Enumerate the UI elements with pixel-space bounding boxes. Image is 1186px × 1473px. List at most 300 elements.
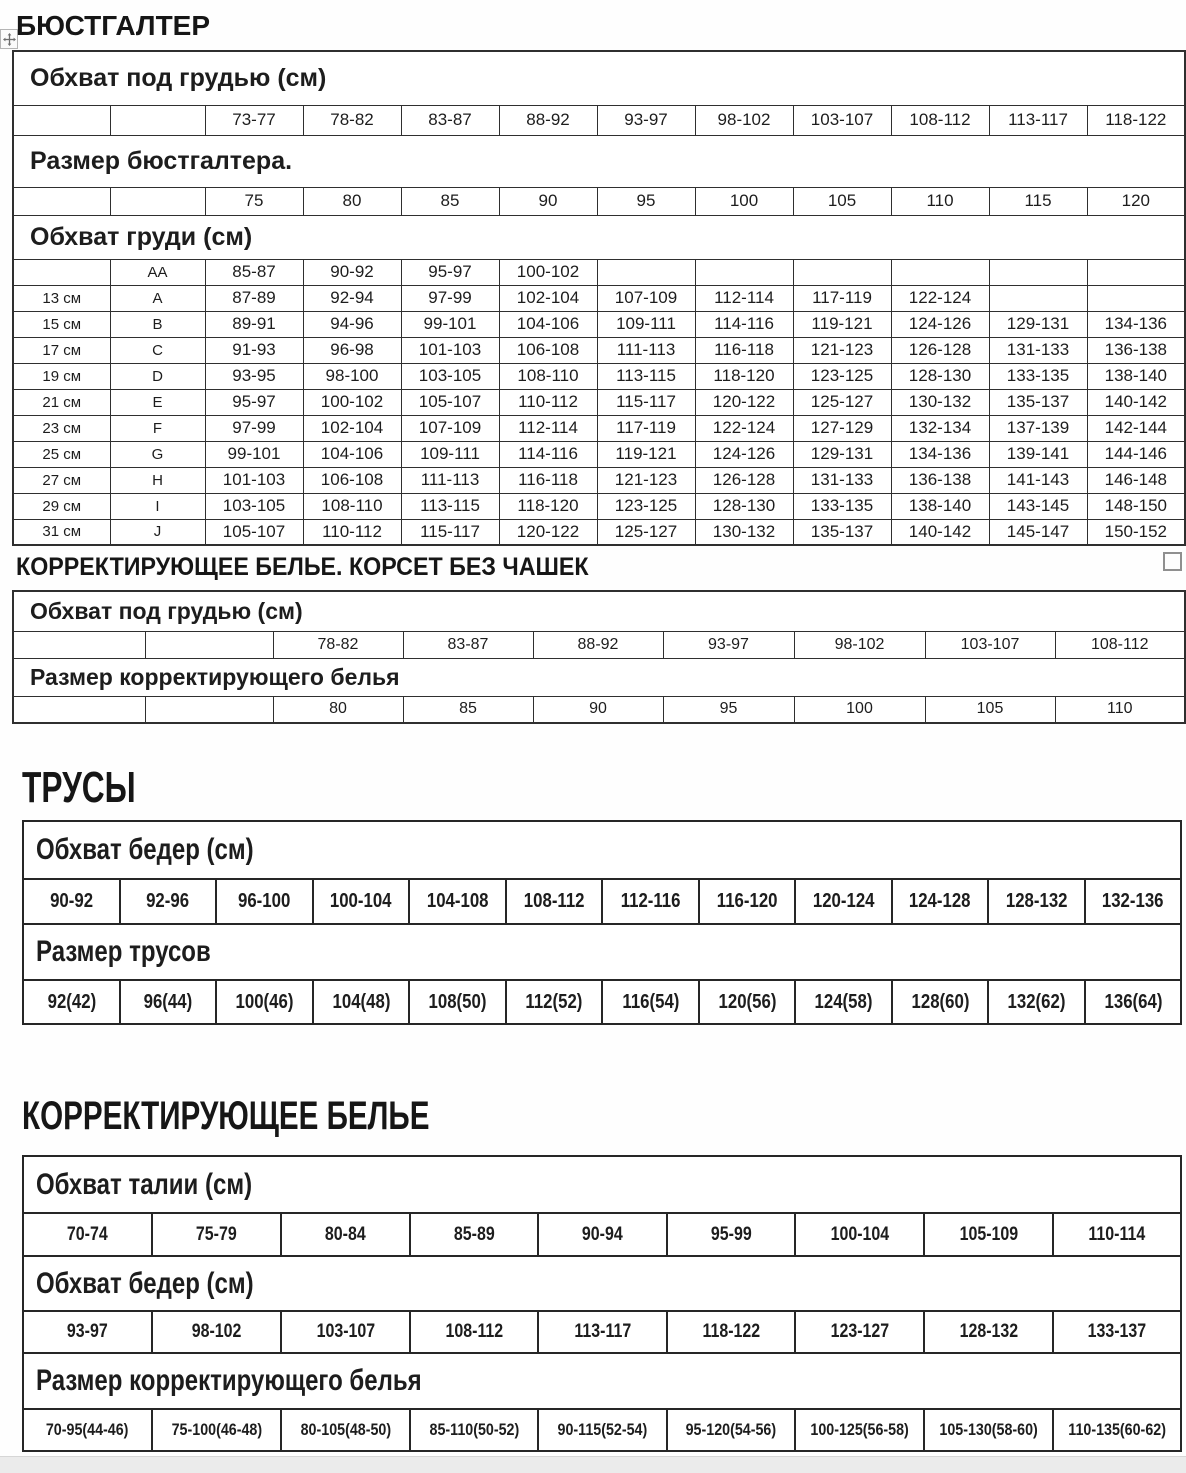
bust-range-cell: 128-130 — [695, 493, 793, 519]
shapewear-size-table — [22, 1155, 1182, 1452]
bust-range-cell: 119-121 — [793, 311, 891, 337]
underbust-range-cell: 93-97 — [597, 105, 695, 135]
cell-text: 128-132 — [959, 1321, 1018, 1342]
bust-range-cell: 113-115 — [597, 363, 695, 389]
bust-range-cell: 127-129 — [793, 415, 891, 441]
waist-range-cell — [23, 1213, 152, 1256]
underbust-range-cell: 78-82 — [273, 631, 403, 658]
panties-size-cell — [795, 980, 892, 1024]
bra-size-cell: 95 — [597, 187, 695, 215]
cell-text: 108-112 — [445, 1321, 503, 1342]
cell-text: 120-124 — [812, 890, 875, 912]
cup-height-cell: 17 см — [13, 337, 110, 363]
table-cell — [110, 187, 205, 215]
bust-range-cell: 132-134 — [891, 415, 989, 441]
bust-range-cell: 105-107 — [401, 389, 499, 415]
shapewear-size-cell — [410, 1409, 538, 1451]
cup-letter-cell: A — [110, 285, 205, 311]
bust-range-cell: 117-119 — [597, 415, 695, 441]
hip-range-cell — [699, 879, 795, 924]
bust-range-cell: 131-133 — [989, 337, 1087, 363]
cell-text: 105-130(58-60) — [939, 1420, 1038, 1439]
cell-text: 70-74 — [67, 1223, 108, 1245]
bust-range-cell: 120-122 — [695, 389, 793, 415]
bra-size-cell: 120 — [1087, 187, 1185, 215]
bust-range-cell: 122-124 — [891, 285, 989, 311]
panties-size-cell — [892, 980, 988, 1024]
bust-range-cell: 128-130 — [891, 363, 989, 389]
bust-range-cell: 135-137 — [793, 519, 891, 545]
cell-text: 75-100(46-48) — [171, 1420, 262, 1439]
bust-range-cell: 121-123 — [793, 337, 891, 363]
bust-range-cell: 107-109 — [401, 415, 499, 441]
hip-range-cell — [23, 879, 120, 924]
cell-text: 75-79 — [196, 1223, 237, 1245]
cell-text: 90-92 — [50, 890, 93, 912]
hip-range-cell — [538, 1311, 667, 1353]
shapewear-size-cell — [667, 1409, 795, 1451]
cup-height-cell: 13 см — [13, 285, 110, 311]
cup-height-cell: 29 см — [13, 493, 110, 519]
cup-height-cell: 21 см — [13, 389, 110, 415]
waist-range-cell — [924, 1213, 1053, 1256]
bust-range-cell: 115-117 — [597, 389, 695, 415]
table-cell — [13, 696, 145, 723]
hip-range-cell — [602, 879, 699, 924]
bust-range-cell: 107-109 — [597, 285, 695, 311]
bust-range-cell: 125-127 — [597, 519, 695, 545]
cell-text: 120(56) — [718, 990, 776, 1013]
shapewear-size-cell — [924, 1409, 1053, 1451]
bust-range-cell: 150-152 — [1087, 519, 1185, 545]
bust-range-cell — [597, 259, 695, 285]
bust-range-cell: 102-104 — [303, 415, 401, 441]
underbust-range-cell: 98-102 — [794, 631, 925, 658]
bust-range-cell: 95-97 — [205, 389, 303, 415]
bust-range-cell: 117-119 — [793, 285, 891, 311]
bust-range-cell: 119-121 — [597, 441, 695, 467]
bust-range-cell: 101-103 — [401, 337, 499, 363]
corset-size-cell: 105 — [925, 696, 1055, 723]
cell-text: 100-104 — [330, 890, 392, 912]
bra-size-cell: 100 — [695, 187, 793, 215]
waist-range-cell — [410, 1213, 538, 1256]
bust-range-cell: 146-148 — [1087, 467, 1185, 493]
underbust-range-cell: 113-117 — [989, 105, 1087, 135]
cell-text: 132-136 — [1102, 890, 1164, 912]
page-bottom-edge — [0, 1456, 1186, 1473]
bra-size-cell: 80 — [303, 187, 401, 215]
underbust-range-cell: 88-92 — [533, 631, 663, 658]
hip-range-cell — [23, 1311, 152, 1353]
table-cell — [145, 696, 273, 723]
cup-letter-cell: I — [110, 493, 205, 519]
cell-text: 118-122 — [702, 1321, 760, 1342]
waist-range-cell — [795, 1213, 924, 1256]
section-title-shapewear — [22, 1094, 573, 1139]
bust-range-cell: 98-100 — [303, 363, 401, 389]
bust-range-cell: 126-128 — [891, 337, 989, 363]
bra-size-table — [12, 50, 1186, 546]
bust-range-cell: 97-99 — [205, 415, 303, 441]
bust-range-cell: 131-133 — [793, 467, 891, 493]
table-resize-handle[interactable] — [1163, 552, 1182, 571]
bust-range-cell — [793, 259, 891, 285]
bust-range-cell: 112-114 — [695, 285, 793, 311]
bust-range-cell — [1087, 285, 1185, 311]
underbust-range-cell: 78-82 — [303, 105, 401, 135]
bust-range-cell: 99-101 — [401, 311, 499, 337]
bust-range-cell: 129-131 — [989, 311, 1087, 337]
panties-size-cell — [313, 980, 409, 1024]
bust-range-cell: 108-110 — [499, 363, 597, 389]
shapewear-size-header — [23, 1353, 1181, 1409]
cell-text: 95-120(54-56) — [685, 1420, 777, 1439]
hip-range-cell — [1053, 1311, 1181, 1353]
bust-range-cell: 134-136 — [891, 441, 989, 467]
shapewear-hips-header — [23, 1256, 1181, 1311]
move-cross-icon — [3, 33, 16, 46]
bust-range-cell: 118-120 — [499, 493, 597, 519]
cell-text: 92(42) — [47, 990, 96, 1013]
cell-text: 92-96 — [146, 890, 190, 912]
panties-size-cell — [602, 980, 699, 1024]
bust-range-cell: 109-111 — [597, 311, 695, 337]
cell-text: 128(60) — [911, 990, 969, 1013]
bust-range-cell: 111-113 — [401, 467, 499, 493]
bust-range-cell: 124-126 — [891, 311, 989, 337]
cup-height-cell: 25 см — [13, 441, 110, 467]
bust-range-cell: 133-135 — [989, 363, 1087, 389]
bust-range-cell: 148-150 — [1087, 493, 1185, 519]
cup-letter-cell: D — [110, 363, 205, 389]
underbust-range-cell: 103-107 — [793, 105, 891, 135]
waist-range-cell — [538, 1213, 667, 1256]
cup-height-cell: 19 см — [13, 363, 110, 389]
bust-range-cell: 91-93 — [205, 337, 303, 363]
panties-size-cell — [409, 980, 506, 1024]
cup-letter-cell: F — [110, 415, 205, 441]
bust-range-cell: 105-107 — [205, 519, 303, 545]
cell-text: 112(52) — [525, 990, 583, 1013]
bust-range-cell: 113-115 — [401, 493, 499, 519]
bra-bust-header: Обхват груди (см) — [13, 215, 1185, 259]
bust-range-cell: 112-114 — [499, 415, 597, 441]
cell-text: Обхват талии (см) — [36, 1167, 253, 1201]
panties-size-table — [22, 820, 1182, 1025]
bust-range-cell: 95-97 — [401, 259, 499, 285]
bust-range-cell: 85-87 — [205, 259, 303, 285]
cup-letter-cell: J — [110, 519, 205, 545]
panties-size-header — [23, 924, 1181, 980]
bust-range-cell: 110-112 — [499, 389, 597, 415]
bust-range-cell: 90-92 — [303, 259, 401, 285]
cell-text: 90-94 — [582, 1223, 623, 1245]
section-title-bra — [16, 10, 210, 42]
bust-range-cell: 142-144 — [1087, 415, 1185, 441]
cell-text: 95-99 — [710, 1223, 752, 1245]
cup-letter-cell: АА — [110, 259, 205, 285]
bust-range-cell: 106-108 — [303, 467, 401, 493]
section-title-bra-text: БЮСТГАЛТЕР — [16, 10, 211, 41]
cell-text: 104-108 — [426, 890, 489, 912]
hip-range-cell — [216, 879, 313, 924]
underbust-range-cell: 103-107 — [925, 631, 1055, 658]
bust-range-cell: 138-140 — [891, 493, 989, 519]
bust-range-cell: 123-125 — [597, 493, 695, 519]
table-cell — [13, 631, 145, 658]
cell-text: 123-127 — [830, 1321, 889, 1342]
shapewear-size-cell — [281, 1409, 410, 1451]
bust-range-cell: 103-105 — [401, 363, 499, 389]
waist-range-cell — [281, 1213, 410, 1256]
bra-underbust-header: Обхват под грудью (см) — [13, 51, 1185, 105]
hip-range-cell — [313, 879, 409, 924]
underbust-range-cell: 108-112 — [1055, 631, 1185, 658]
bust-range-cell: 115-117 — [401, 519, 499, 545]
cell-text: 133-137 — [1087, 1321, 1147, 1342]
cell-text: 98-102 — [191, 1321, 242, 1342]
cell-text: 113-117 — [574, 1321, 631, 1342]
bust-range-cell: 89-91 — [205, 311, 303, 337]
bust-range-cell: 100-102 — [303, 389, 401, 415]
section-title-corset — [16, 553, 632, 582]
bust-range-cell: 139-141 — [989, 441, 1087, 467]
cell-text: 93-97 — [67, 1321, 108, 1342]
corset-size-table — [12, 590, 1186, 724]
bra-size-cell: 115 — [989, 187, 1087, 215]
bust-range-cell: 121-123 — [597, 467, 695, 493]
section-title-panties — [22, 763, 180, 813]
bust-range-cell: 120-122 — [499, 519, 597, 545]
corset-size-cell: 90 — [533, 696, 663, 723]
hip-range-cell — [795, 1311, 924, 1353]
corset-size-cell: 110 — [1055, 696, 1185, 723]
panties-size-cell — [120, 980, 216, 1024]
bust-range-cell: 138-140 — [1087, 363, 1185, 389]
hip-range-cell — [667, 1311, 795, 1353]
table-cell — [13, 105, 110, 135]
bust-range-cell: 137-139 — [989, 415, 1087, 441]
panties-size-cell — [988, 980, 1085, 1024]
hip-range-cell — [120, 879, 216, 924]
hip-range-cell — [988, 879, 1085, 924]
cell-text: 116(54) — [622, 990, 679, 1013]
underbust-range-cell: 83-87 — [403, 631, 533, 658]
bust-range-cell: 116-118 — [499, 467, 597, 493]
panties-size-cell — [216, 980, 313, 1024]
bust-range-cell: 101-103 — [205, 467, 303, 493]
bust-range-cell: 141-143 — [989, 467, 1087, 493]
cell-text: 103-107 — [316, 1321, 375, 1342]
shapewear-size-cell — [795, 1409, 924, 1451]
cup-height-cell — [13, 259, 110, 285]
cell-text: 132(62) — [1007, 990, 1066, 1013]
bust-range-cell: 133-135 — [793, 493, 891, 519]
hip-range-cell — [795, 879, 892, 924]
bust-range-cell: 129-131 — [793, 441, 891, 467]
bust-range-cell: 123-125 — [793, 363, 891, 389]
cell-text: 100(46) — [235, 990, 294, 1013]
cell-text: 100-104 — [830, 1223, 889, 1245]
panties-size-cell — [23, 980, 120, 1024]
bust-range-cell: 140-142 — [1087, 389, 1185, 415]
bust-range-cell: 94-96 — [303, 311, 401, 337]
cell-text: 85-110(50-52) — [429, 1420, 519, 1439]
bust-range-cell: 87-89 — [205, 285, 303, 311]
corset-size-cell: 100 — [794, 696, 925, 723]
bust-range-cell: 108-110 — [303, 493, 401, 519]
bust-range-cell: 99-101 — [205, 441, 303, 467]
cup-height-cell: 31 см — [13, 519, 110, 545]
bust-range-cell: 140-142 — [891, 519, 989, 545]
cell-text: 96(44) — [143, 990, 193, 1013]
hip-range-cell — [506, 879, 602, 924]
bust-range-cell: 130-132 — [695, 519, 793, 545]
underbust-range-cell: 88-92 — [499, 105, 597, 135]
cell-text: 104(48) — [332, 990, 390, 1013]
bust-range-cell: 114-116 — [499, 441, 597, 467]
panties-size-cell — [1085, 980, 1181, 1024]
bust-range-cell: 97-99 — [401, 285, 499, 311]
underbust-range-cell: 98-102 — [695, 105, 793, 135]
bust-range-cell: 96-98 — [303, 337, 401, 363]
bust-range-cell: 106-108 — [499, 337, 597, 363]
bust-range-cell — [891, 259, 989, 285]
section-title-panties-text: ТРУСЫ — [22, 763, 136, 812]
underbust-range-cell: 83-87 — [401, 105, 499, 135]
bust-range-cell: 126-128 — [695, 467, 793, 493]
bust-range-cell: 136-138 — [891, 467, 989, 493]
shapewear-size-cell — [538, 1409, 667, 1451]
hip-range-cell — [892, 879, 988, 924]
bust-range-cell: 92-94 — [303, 285, 401, 311]
waist-range-cell — [1053, 1213, 1181, 1256]
cell-text: 70-95(44-46) — [46, 1420, 129, 1439]
underbust-range-cell: 93-97 — [663, 631, 794, 658]
corset-size-cell: 80 — [273, 696, 403, 723]
bra-size-cell: 110 — [891, 187, 989, 215]
table-cell — [110, 105, 205, 135]
cell-text: 80-84 — [325, 1223, 366, 1245]
cell-text: Обхват бедер (см) — [36, 1266, 254, 1300]
table-cell — [145, 631, 273, 658]
bust-range-cell: 125-127 — [793, 389, 891, 415]
bust-range-cell: 134-136 — [1087, 311, 1185, 337]
bust-range-cell: 110-112 — [303, 519, 401, 545]
bust-range-cell: 130-132 — [891, 389, 989, 415]
cup-letter-cell: B — [110, 311, 205, 337]
bust-range-cell: 109-111 — [401, 441, 499, 467]
bust-range-cell: 111-113 — [597, 337, 695, 363]
bust-range-cell: 100-102 — [499, 259, 597, 285]
shapewear-size-cell — [1053, 1409, 1181, 1451]
cup-letter-cell: H — [110, 467, 205, 493]
underbust-range-cell: 118-122 — [1087, 105, 1185, 135]
cell-text: Размер трусов — [36, 935, 211, 968]
bust-range-cell: 114-116 — [695, 311, 793, 337]
bust-range-cell: 93-95 — [205, 363, 303, 389]
panties-size-cell — [699, 980, 795, 1024]
cup-height-cell: 27 см — [13, 467, 110, 493]
cell-text: 90-115(52-54) — [557, 1420, 648, 1439]
cup-letter-cell: C — [110, 337, 205, 363]
bust-range-cell: 118-120 — [695, 363, 793, 389]
corset-underbust-header: Обхват под грудью (см) — [13, 591, 1185, 631]
cell-text: 100-125(56-58) — [810, 1420, 909, 1439]
cell-text: 108(50) — [428, 990, 487, 1013]
bust-range-cell: 103-105 — [205, 493, 303, 519]
underbust-range-cell: 108-112 — [891, 105, 989, 135]
cup-height-cell: 15 см — [13, 311, 110, 337]
section-title-shapewear-text: КОРРЕКТИРУЮЩЕЕ БЕЛЬЕ — [22, 1094, 430, 1138]
hip-range-cell — [1085, 879, 1181, 924]
bust-range-cell: 136-138 — [1087, 337, 1185, 363]
bust-range-cell — [989, 285, 1087, 311]
shapewear-size-cell — [23, 1409, 152, 1451]
bust-range-cell: 145-147 — [989, 519, 1087, 545]
bra-size-header: Размер бюстгалтера. — [13, 135, 1185, 187]
hip-range-cell — [152, 1311, 281, 1353]
cell-text: 110-114 — [1088, 1223, 1146, 1245]
hip-range-cell — [281, 1311, 410, 1353]
cup-letter-cell: E — [110, 389, 205, 415]
bust-range-cell: 124-126 — [695, 441, 793, 467]
panties-hips-header — [23, 821, 1181, 879]
bust-range-cell — [1087, 259, 1185, 285]
shapewear-waist-header — [23, 1156, 1181, 1213]
cell-text: 108-112 — [523, 890, 585, 912]
cell-text: 96-100 — [238, 890, 291, 912]
bra-size-cell: 85 — [401, 187, 499, 215]
cell-text: 80-105(48-50) — [300, 1420, 391, 1439]
cell-text: 105-109 — [959, 1223, 1018, 1245]
cell-text: 124-128 — [909, 890, 971, 912]
cell-text: Размер корректирующего белья — [36, 1364, 422, 1397]
cell-text: Обхват бедер (см) — [36, 833, 254, 866]
bust-range-cell: 144-146 — [1087, 441, 1185, 467]
waist-range-cell — [667, 1213, 795, 1256]
bra-size-cell: 90 — [499, 187, 597, 215]
cup-letter-cell: G — [110, 441, 205, 467]
bra-size-cell: 75 — [205, 187, 303, 215]
cell-text: 116-120 — [716, 890, 778, 912]
waist-range-cell — [152, 1213, 281, 1256]
bust-range-cell: 104-106 — [303, 441, 401, 467]
cell-text: 136(64) — [1104, 990, 1163, 1013]
cell-text: 128-132 — [1005, 890, 1068, 912]
cell-text: 112-116 — [620, 890, 681, 912]
hip-range-cell — [924, 1311, 1053, 1353]
hip-range-cell — [410, 1311, 538, 1353]
shapewear-size-cell — [152, 1409, 281, 1451]
bra-size-cell: 105 — [793, 187, 891, 215]
bust-range-cell: 102-104 — [499, 285, 597, 311]
bust-range-cell: 135-137 — [989, 389, 1087, 415]
bust-range-cell: 143-145 — [989, 493, 1087, 519]
cell-text: 124(58) — [814, 990, 873, 1013]
cell-text: 85-89 — [453, 1223, 495, 1245]
table-cell — [13, 187, 110, 215]
cup-height-cell: 23 см — [13, 415, 110, 441]
bust-range-cell: 116-118 — [695, 337, 793, 363]
bust-range-cell: 104-106 — [499, 311, 597, 337]
bust-range-cell: 122-124 — [695, 415, 793, 441]
section-title-corset-text: КОРРЕКТИРУЮЩЕЕ БЕЛЬЕ. КОРСЕТ БЕЗ ЧАШЕК — [16, 553, 589, 581]
bust-range-cell — [989, 259, 1087, 285]
corset-size-cell: 95 — [663, 696, 794, 723]
corset-size-header: Размер корректирующего белья — [13, 658, 1185, 696]
